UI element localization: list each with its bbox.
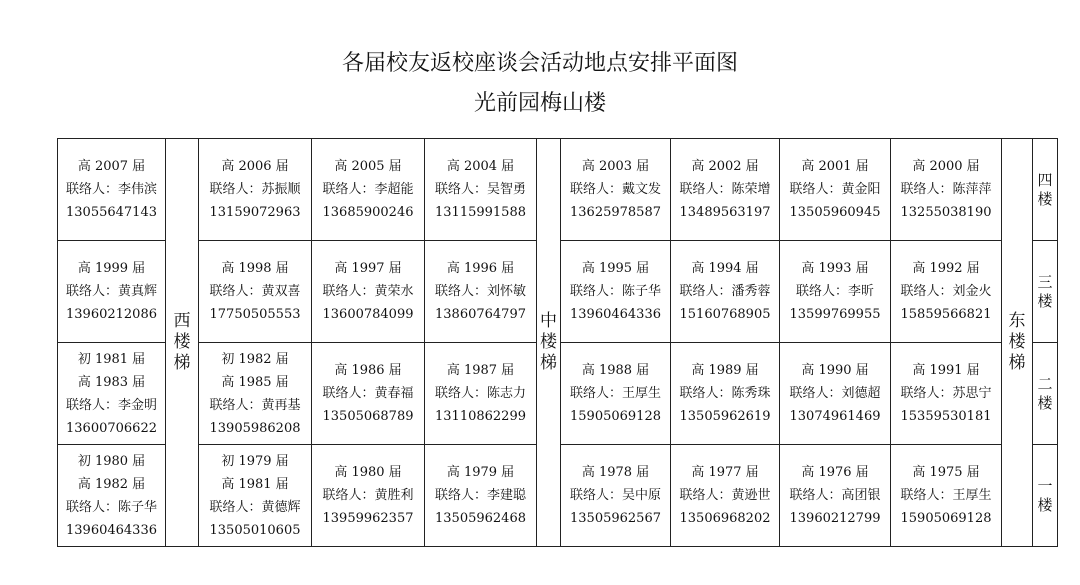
room-line: 联络人：王厚生 xyxy=(900,488,992,503)
room-line: 高 1976 届 xyxy=(801,465,869,480)
room-line: 高 1979 届 xyxy=(446,465,515,480)
room-line: 联络人：苏思宁 xyxy=(900,386,992,401)
stairwell-east xyxy=(1001,138,1033,547)
room-line: 联络人：黄双喜 xyxy=(209,284,301,299)
room-line: 高 1987 届 xyxy=(446,363,515,378)
room-cell xyxy=(311,342,425,445)
stairwell-label: 中楼梯 xyxy=(540,311,557,373)
room-line: 13505960945 xyxy=(789,205,881,220)
room-line: 高 1981 届 xyxy=(221,476,289,492)
page-subtitle: 光前园梅山楼 xyxy=(473,91,606,116)
room-line: 联络人：陈志力 xyxy=(434,386,526,401)
room-cell xyxy=(57,444,166,547)
floor-plan-table xyxy=(57,138,1057,546)
room-line: 联络人：陈子华 xyxy=(569,284,661,299)
room-line: 联络人：黄荣水 xyxy=(322,284,414,299)
room-line: 13506968202 xyxy=(679,511,771,526)
room-line: 联络人：陈秀珠 xyxy=(679,386,771,401)
room-line: 13960212086 xyxy=(66,307,157,322)
room-line: 联络人：吴中原 xyxy=(569,488,661,503)
floor-label xyxy=(1032,240,1058,343)
room-cell xyxy=(198,444,312,547)
room-line: 联络人：李昕 xyxy=(795,284,874,299)
room-line: 高 2007 届 xyxy=(77,159,146,174)
room-line: 高 2003 届 xyxy=(581,159,650,174)
room-line: 高 1986 届 xyxy=(334,363,402,378)
room-line: 13505962567 xyxy=(570,511,661,526)
room-line: 联络人：陈子华 xyxy=(65,499,157,515)
room-cell xyxy=(311,240,425,343)
room-cell xyxy=(890,138,1002,241)
room-line: 13074961469 xyxy=(789,409,881,424)
room-line: 13960212799 xyxy=(789,511,881,526)
room-line: 15359530181 xyxy=(900,409,992,424)
floor-label xyxy=(1032,342,1058,445)
room-line: 高 1998 届 xyxy=(221,261,289,276)
room-cell xyxy=(560,444,671,547)
room-line: 高 2004 届 xyxy=(446,159,515,174)
room-line: 15905069128 xyxy=(900,511,992,526)
room-line: 联络人：黄胜利 xyxy=(322,488,414,503)
room-line: 联络人：苏振顺 xyxy=(209,182,301,197)
room-cell xyxy=(560,138,671,241)
room-line: 联络人：李超能 xyxy=(322,182,414,197)
room-line: 高 1999 届 xyxy=(77,261,146,276)
room-line: 高 1982 届 xyxy=(77,476,146,492)
room-line: 初 1980 届 xyxy=(77,453,146,469)
room-line: 13905986208 xyxy=(209,420,301,436)
room-line: 高 1992 届 xyxy=(912,261,980,276)
page-title: 各届校友返校座谈会活动地点安排平面图 xyxy=(341,51,738,76)
room-line: 13599769955 xyxy=(789,307,881,322)
room-cell xyxy=(311,138,425,241)
room-cell xyxy=(779,240,891,343)
room-line: 联络人：王厚生 xyxy=(569,386,661,401)
room-line: 13600706622 xyxy=(66,420,157,436)
room-cell xyxy=(57,138,166,241)
room-cell xyxy=(57,342,166,445)
room-line: 高 2005 届 xyxy=(334,159,402,174)
room-line: 联络人：黄春福 xyxy=(322,386,414,401)
room-line: 13685900246 xyxy=(322,205,414,220)
room-line: 高 1975 届 xyxy=(912,465,980,480)
room-line: 高 1985 届 xyxy=(221,374,289,390)
room-line: 13505962468 xyxy=(435,511,526,526)
room-line: 13115991588 xyxy=(435,205,526,220)
room-line: 联络人：刘金火 xyxy=(900,284,992,299)
room-line: 联络人：刘怀敏 xyxy=(434,284,526,299)
floor-label-text: 三楼 xyxy=(1037,272,1053,310)
room-line: 13255038190 xyxy=(900,205,992,220)
stairwell-west xyxy=(165,138,199,547)
stairwell-middle xyxy=(536,138,561,547)
room-cell xyxy=(779,444,891,547)
room-line: 联络人：黄逊世 xyxy=(679,488,771,503)
room-cell xyxy=(560,240,671,343)
room-cell xyxy=(670,342,780,445)
room-line: 联络人：黄德辉 xyxy=(209,499,301,515)
room-line: 13600784099 xyxy=(322,307,414,322)
room-line: 联络人：李伟滨 xyxy=(65,182,157,197)
room-line: 联络人：刘德超 xyxy=(789,386,881,401)
floor-label xyxy=(1032,444,1058,547)
room-line: 联络人：黄金阳 xyxy=(789,182,881,197)
room-line: 初 1979 届 xyxy=(221,453,289,469)
room-line: 高 1978 届 xyxy=(581,465,650,480)
room-line: 13625978587 xyxy=(570,205,661,220)
room-line: 高 1990 届 xyxy=(801,363,869,378)
room-line: 13505010605 xyxy=(209,522,301,538)
room-line: 高 2000 届 xyxy=(912,159,980,174)
room-cell xyxy=(198,138,312,241)
floor-label-text: 二楼 xyxy=(1037,374,1053,412)
room-cell xyxy=(670,240,780,343)
room-cell xyxy=(890,444,1002,547)
room-cell xyxy=(890,240,1002,343)
room-line: 13505962619 xyxy=(679,409,771,424)
room-line: 初 1982 届 xyxy=(221,351,289,367)
room-cell xyxy=(198,240,312,343)
room-cell xyxy=(311,444,425,547)
room-line: 15859566821 xyxy=(900,307,992,322)
room-line: 联络人：陈荣增 xyxy=(679,182,771,197)
room-line: 联络人：潘秀蓉 xyxy=(679,284,771,299)
stairwell-label: 西楼梯 xyxy=(173,311,191,373)
room-line: 17750505553 xyxy=(209,307,301,322)
room-line: 联络人：陈萍萍 xyxy=(900,182,992,197)
room-cell xyxy=(424,444,537,547)
room-line: 13960464336 xyxy=(570,307,661,322)
stairwell-label: 东楼梯 xyxy=(1008,311,1026,373)
room-line: 联络人：戴文发 xyxy=(569,182,661,197)
room-line: 高 1989 届 xyxy=(691,363,759,378)
room-cell xyxy=(779,138,891,241)
room-line: 13505068789 xyxy=(322,409,414,424)
room-cell xyxy=(198,342,312,445)
floor-label-text: 四楼 xyxy=(1037,170,1053,208)
room-line: 13110862299 xyxy=(435,409,526,424)
room-cell xyxy=(670,138,780,241)
room-line: 13960464336 xyxy=(66,522,157,538)
room-cell xyxy=(424,138,537,241)
room-line: 13159072963 xyxy=(209,205,301,220)
room-line: 高 1995 届 xyxy=(581,261,650,276)
room-line: 13959962357 xyxy=(322,511,414,526)
room-cell xyxy=(424,240,537,343)
room-cell xyxy=(560,342,671,445)
room-cell xyxy=(424,342,537,445)
room-cell xyxy=(779,342,891,445)
room-line: 初 1981 届 xyxy=(77,351,146,367)
room-cell xyxy=(57,240,166,343)
room-line: 高 1991 届 xyxy=(912,363,980,378)
room-line: 13860764797 xyxy=(435,307,526,322)
room-cell xyxy=(890,342,1002,445)
room-line: 高 1977 届 xyxy=(691,465,759,480)
room-line: 高 1994 届 xyxy=(691,261,759,276)
room-line: 高 1997 届 xyxy=(334,261,402,276)
room-line: 高 2001 届 xyxy=(801,159,869,174)
floor-label-text: 一楼 xyxy=(1037,476,1053,514)
room-line: 联络人：李金明 xyxy=(65,397,157,413)
room-line: 联络人：李建聪 xyxy=(434,488,526,503)
room-line: 15160768905 xyxy=(679,307,771,322)
room-line: 联络人：高团银 xyxy=(789,488,881,503)
room-line: 13489563197 xyxy=(679,205,771,220)
room-line: 高 1980 届 xyxy=(334,465,402,480)
room-line: 高 1983 届 xyxy=(77,374,146,390)
room-line: 高 1996 届 xyxy=(446,261,515,276)
room-cell xyxy=(670,444,780,547)
room-line: 高 2006 届 xyxy=(221,159,289,174)
floor-label xyxy=(1032,138,1058,241)
room-line: 15905069128 xyxy=(570,409,661,424)
room-line: 高 2002 届 xyxy=(691,159,759,174)
room-line: 高 1993 届 xyxy=(801,261,869,276)
room-line: 联络人：黄再基 xyxy=(209,397,301,413)
room-line: 13055647143 xyxy=(66,205,157,220)
room-line: 联络人：黄真辉 xyxy=(65,284,157,299)
room-line: 高 1988 届 xyxy=(581,363,650,378)
room-line: 联络人：吴智勇 xyxy=(434,182,526,197)
